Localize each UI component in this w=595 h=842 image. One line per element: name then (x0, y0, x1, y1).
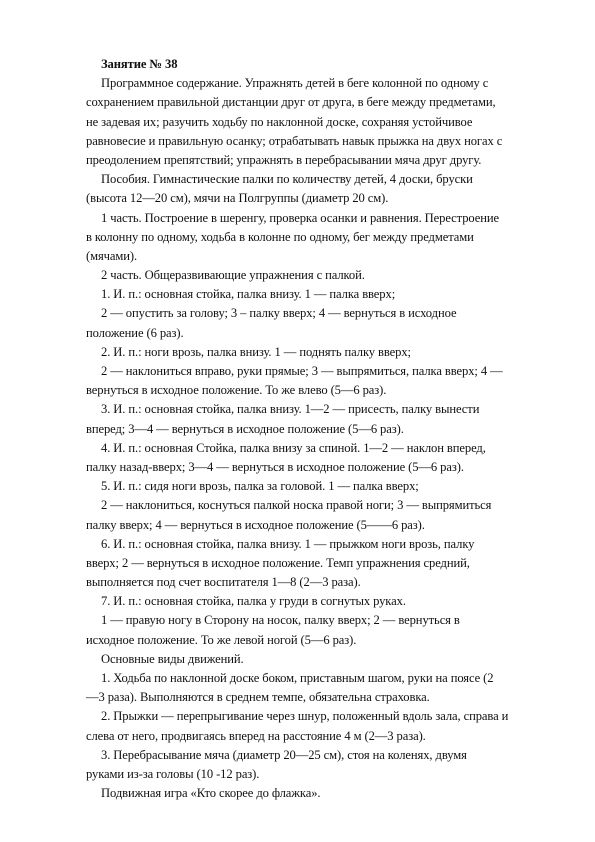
text-line: палку назад-вверх; 3—4 — вернуться в исходное положение (5—6 раз). (86, 459, 464, 474)
text-line: Подвижная игра «Кто скорее до флажка». (101, 786, 321, 801)
text-line: не задевая их; разучить ходьбу по наклонной доске, сохраняя устойчивое (86, 114, 473, 129)
text-line: Пособия. Гимнастические палки по количеству детей, 4 доски, бруски (101, 172, 473, 187)
text-line: палку вверх; 4 — вернуться в исходное положение (5——6 раз). (86, 517, 425, 532)
text-line: 6. И. п.: основная стойка, палка внизу. 1 — прыжком ноги врозь, палку (101, 536, 475, 551)
text-line: в колонну по одному, ходьба в колонне по одному, бег между предметами (86, 229, 474, 244)
text-line: слева от него, продвигаясь вперед на расстояние 4 м (2—3 раза). (86, 728, 426, 743)
text-line: положение (6 раз). (86, 325, 184, 340)
text-line: 2 часть. Общеразвивающие упражнения с палкой. (101, 268, 365, 283)
text-line: вернуться в исходное положение. То же влево (5—6 раз). (86, 383, 387, 398)
lesson-text (86, 55, 556, 803)
text-line: 2. И. п.: ноги врозь, палка внизу. 1 — поднять палку вверх; (101, 344, 411, 359)
text-line: —3 раза). Выполняются в среднем темпе, обязательна страховка. (86, 690, 430, 705)
text-line: 5. И. п.: сидя ноги врозь, палка за головой. 1 — палка вверх; (101, 479, 419, 494)
text-line: 1. И. п.: основная стойка, палка внизу. 1 — палка вверх; (101, 287, 396, 302)
text-line: преодолением препятствий; упражнять в перебрасывании мяча друг другу. (86, 152, 482, 167)
text-line: равновесие и правильную осанку; отрабатывать навык прыжка на двух ногах с (86, 133, 503, 148)
text-line: 2 — наклониться вправо, руки прямые; 3 — выпрямиться, палка вверх; 4 — (101, 364, 503, 378)
text-line: (высота 12—20 см), мячи на Полгруппы (диаметр 20 см). (86, 191, 389, 206)
text-line: 3. Перебрасывание мяча (диаметр 20—25 см), стоя на коленях, двумя (101, 747, 467, 762)
text-line: вверх; 2 — вернуться в исходное положение. Темп упражнения средний, (86, 555, 470, 570)
text-line: сохранением правильной дистанции друг от друга, в беге между предметами, (86, 95, 496, 110)
text-line: (мячами). (86, 248, 138, 263)
text-line: 2 — наклониться, коснуться палкой носка правой ноги; 3 — выпрямиться (101, 498, 492, 513)
text-line: Основные виды движений. (101, 651, 244, 666)
text-line: 4. И. п.: основная Стойка, палка внизу за спиной. 1—2 — наклон вперед, (101, 440, 486, 455)
text-line: 3. И. п.: основная стойка, палка внизу. 1—2 — присесть, палку вынести (101, 402, 480, 417)
text-line: 2 — опустить за голову; 3 – палку вверх; 4 — вернуться в исходное (101, 306, 457, 321)
text-line: вперед; 3—4 — вернуться в исходное положение (5—6 раз). (86, 421, 404, 436)
text-line: исходное положение. То же левой ногой (5—6 раз). (86, 632, 357, 647)
text-line: 1 часть. Построение в шеренгу, проверка осанки и равнения. Перестроение (101, 210, 500, 225)
text-line: 7. И. п.: основная стойка, палка у груди в согнутых руках. (101, 594, 406, 609)
lesson-title: Занятие № 38 (101, 57, 178, 71)
text-line: 1. Ходьба по наклонной доске боком, приставным шагом, руки на поясе (2 (101, 671, 494, 685)
text-line: Программное содержание. Упражнять детей в беге колонной по одному с (101, 76, 489, 91)
text-line: выполняется под счет воспитателя 1—8 (2—3 раза). (86, 575, 361, 590)
text-line: 2. Прыжки — перепрыгивание через шнур, положенный вдоль зала, справа и (101, 709, 509, 724)
text-line: руками из-за головы (10 -12 раз). (86, 766, 260, 781)
text-line: 1 — правую ногу в Сторону на носок, палку вверх; 2 — вернуться в (101, 613, 460, 628)
